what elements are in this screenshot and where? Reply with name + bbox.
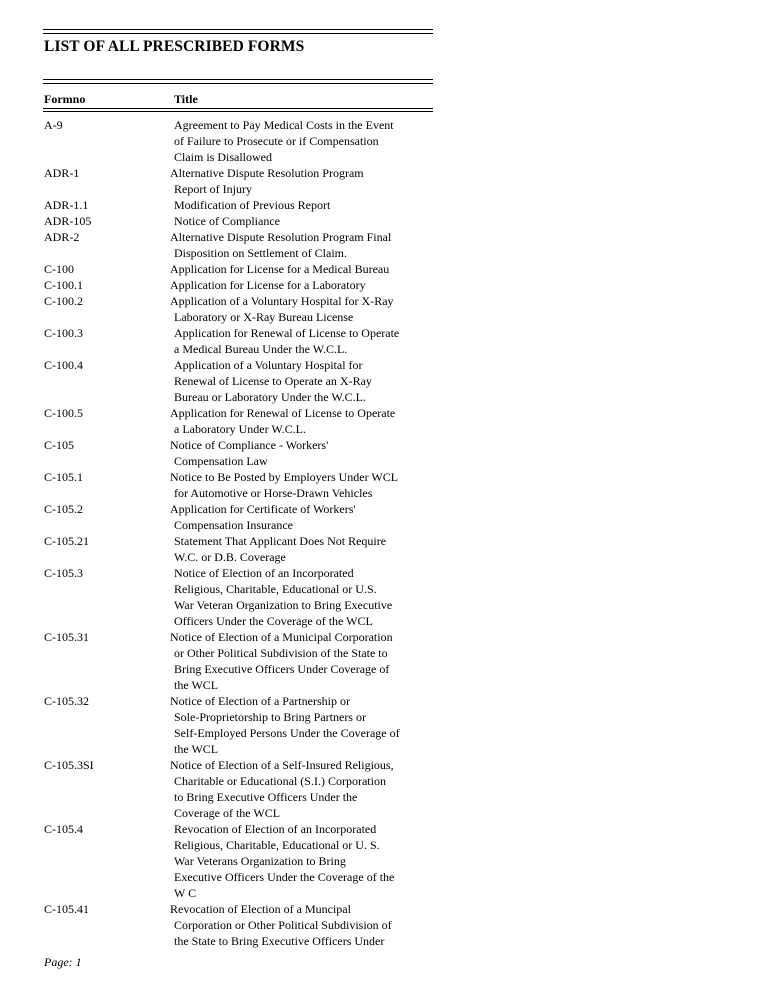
form-title: [170, 117, 415, 165]
form-title: [170, 501, 415, 533]
form-number: C-105.3SI: [44, 758, 94, 772]
form-title-line: Statement That Applicant Does Not Require: [174, 534, 387, 548]
form-title-line: to Bring Executive Officers Under the: [174, 790, 358, 804]
form-title: [170, 693, 415, 757]
form-title-line: Notice of Election of a Partnership or: [170, 694, 350, 708]
table-row: [0, 693, 768, 757]
form-title-line: War Veterans Organization to Bring: [174, 854, 346, 868]
table-row: [0, 357, 768, 405]
form-title-line: Notice of Election of a Self-Insured Religious,: [170, 758, 394, 772]
form-number: C-105.4: [44, 822, 83, 836]
form-title: [170, 229, 415, 261]
form-title-line: Bureau or Laboratory Under the W.C.L.: [174, 390, 366, 404]
form-title-line: Revocation of Election of a Muncipal: [170, 902, 351, 916]
table-row: [0, 261, 768, 277]
form-number: ADR-2: [44, 230, 80, 244]
form-title-line: a Laboratory Under W.C.L.: [174, 422, 306, 436]
form-title-line: Self-Employed Persons Under the Coverage of: [174, 726, 400, 740]
table-row: [0, 565, 768, 629]
page-number: Page: 1: [44, 955, 82, 969]
table-row: [0, 229, 768, 261]
form-number: C-100.1: [44, 278, 83, 292]
table-row: [0, 213, 768, 229]
form-title-line: Compensation Insurance: [174, 518, 293, 532]
table-row: [0, 469, 768, 501]
column-header-title: Title: [174, 92, 198, 106]
form-title: [170, 197, 415, 213]
form-title-line: Application for Renewal of License to Operate: [170, 406, 396, 420]
form-number: C-105.1: [44, 470, 83, 484]
table-row: [0, 325, 768, 357]
form-title-line: Executive Officers Under the Coverage of the: [174, 870, 395, 884]
form-title: [170, 405, 415, 437]
table-row: [0, 501, 768, 533]
header-rule: [43, 111, 433, 112]
form-title-line: Religious, Charitable, Educational or U.S.: [174, 582, 377, 596]
form-title-line: Agreement to Pay Medical Costs in the Event: [174, 118, 394, 132]
form-title-line: W.C. or D.B. Coverage: [174, 550, 286, 564]
table-row: [0, 405, 768, 437]
form-number: C-105.3: [44, 566, 83, 580]
form-number: C-105: [44, 438, 74, 452]
form-title-line: a Medical Bureau Under the W.C.L.: [174, 342, 348, 356]
form-title: [170, 213, 415, 229]
form-title-line: Notice of Compliance: [174, 214, 280, 228]
form-title: [170, 757, 415, 821]
table-row: [0, 293, 768, 325]
form-title-line: Sole-Proprietorship to Bring Partners or: [174, 710, 366, 724]
form-title-line: for Automotive or Horse-Drawn Vehicles: [174, 486, 373, 500]
form-title: [170, 293, 415, 325]
form-title-line: Application for Renewal of License to Operate: [174, 326, 400, 340]
form-number: C-100.2: [44, 294, 83, 308]
form-title-line: or Other Political Subdivision of the State to: [174, 646, 388, 660]
form-title: [170, 165, 415, 197]
form-number: ADR-105: [44, 214, 92, 228]
table-row: [0, 901, 768, 949]
title-rule: [43, 83, 433, 84]
form-number: C-100: [44, 262, 74, 276]
form-title-line: Alternative Dispute Resolution Program Final: [170, 230, 392, 244]
form-number: C-105.32: [44, 694, 89, 708]
form-title-line: Coverage of the WCL: [174, 806, 281, 820]
title-rule: [43, 79, 433, 80]
header-rule: [43, 108, 433, 109]
form-title-line: Modification of Previous Report: [174, 198, 331, 212]
form-title-line: Notice of Election of an Incorporated: [174, 566, 354, 580]
form-title-line: Notice of Compliance - Workers': [170, 438, 329, 452]
form-title-line: Notice to Be Posted by Employers Under WCL: [170, 470, 399, 484]
form-title-line: Renewal of License to Operate an X-Ray: [174, 374, 372, 388]
form-title-line: Application for License for a Medical Bureau: [170, 262, 390, 276]
form-number: C-105.31: [44, 630, 89, 644]
form-title-line: Officers Under the Coverage of the WCL: [174, 614, 373, 628]
table-row: [0, 197, 768, 213]
form-number: C-105.21: [44, 534, 89, 548]
form-title: [170, 325, 415, 357]
document-title: LIST OF ALL PRESCRIBED FORMS: [44, 38, 305, 55]
form-title-line: Alternative Dispute Resolution Program: [170, 166, 364, 180]
form-title: [170, 357, 415, 405]
form-title: [170, 277, 415, 293]
form-title-line: Charitable or Educational (S.I.) Corporation: [174, 774, 386, 788]
form-title-line: Application for Certificate of Workers': [170, 502, 356, 516]
column-header-formno: Formno: [44, 92, 86, 106]
table-row: [0, 533, 768, 565]
form-title-line: Application of a Voluntary Hospital for: [174, 358, 363, 372]
table-row: [0, 117, 768, 165]
form-title-line: Claim is Disallowed: [174, 150, 272, 164]
form-number: C-100.4: [44, 358, 83, 372]
form-title-line: the WCL: [174, 678, 219, 692]
form-title: [170, 469, 415, 501]
form-title-line: Report of Injury: [174, 182, 252, 196]
top-rule: [43, 29, 433, 30]
form-title-line: Laboratory or X-Ray Bureau License: [174, 310, 354, 324]
form-title-line: Corporation or Other Political Subdivision of: [174, 918, 392, 932]
form-title-line: the State to Bring Executive Officers Under: [174, 934, 385, 948]
form-title-line: Bring Executive Officers Under Coverage of: [174, 662, 390, 676]
form-title: [170, 901, 415, 949]
form-title-line: of Failure to Prosecute or if Compensation: [174, 134, 379, 148]
form-title-line: Religious, Charitable, Educational or U. S.: [174, 838, 380, 852]
form-title-line: Notice of Election of a Municipal Corporation: [170, 630, 393, 644]
table-row: [0, 757, 768, 821]
table-row: [0, 821, 768, 901]
top-rule: [43, 33, 433, 34]
form-title: [170, 437, 415, 469]
table-row: [0, 165, 768, 197]
form-number: C-100.3: [44, 326, 83, 340]
form-number: ADR-1.1: [44, 198, 89, 212]
form-title-line: Application for License for a Laboratory: [170, 278, 366, 292]
forms-table: [0, 117, 768, 949]
form-title-line: W C: [174, 886, 197, 900]
form-number: A-9: [44, 118, 63, 132]
form-title: [170, 629, 415, 693]
table-row: [0, 437, 768, 469]
form-number: C-100.5: [44, 406, 83, 420]
table-row: [0, 277, 768, 293]
form-number: ADR-1: [44, 166, 80, 180]
form-title-line: Compensation Law: [174, 454, 268, 468]
form-title: [170, 261, 415, 277]
form-number: C-105.41: [44, 902, 89, 916]
form-title: [170, 565, 415, 629]
form-title-line: War Veteran Organization to Bring Executive: [174, 598, 393, 612]
form-title: [170, 533, 415, 565]
form-title-line: Revocation of Election of an Incorporated: [174, 822, 377, 836]
form-number: C-105.2: [44, 502, 83, 516]
form-title: [170, 821, 415, 901]
form-title-line: the WCL: [174, 742, 219, 756]
form-title-line: Disposition on Settlement of Claim.: [174, 246, 347, 260]
form-title-line: Application of a Voluntary Hospital for X-Ray: [170, 294, 394, 308]
table-row: [0, 629, 768, 693]
